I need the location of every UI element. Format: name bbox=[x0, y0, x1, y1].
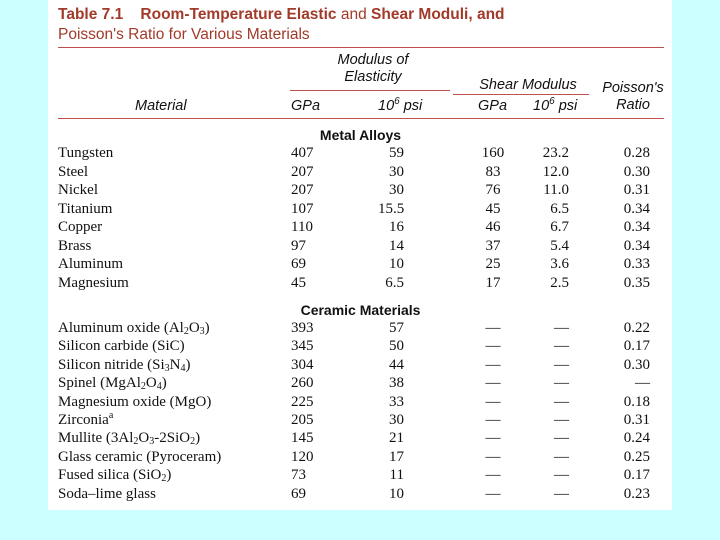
elastic-psi: 50 bbox=[389, 338, 404, 355]
elastic-gpa: 45 bbox=[291, 274, 306, 291]
shear-psi: 3.6 bbox=[550, 256, 569, 272]
material-name-name-c: -2SiO bbox=[154, 430, 191, 447]
modulus-line-2: Elasticity bbox=[344, 69, 402, 85]
elastic-psi: 15.5 bbox=[378, 200, 405, 217]
poisson-ratio: 0.17 bbox=[623, 467, 650, 484]
shear-gpa: — bbox=[485, 430, 501, 447]
shear-gpa: 45 bbox=[485, 200, 501, 217]
caption-line-1 bbox=[58, 5, 658, 25]
material-name bbox=[58, 356, 191, 374]
elastic-psi: 38 bbox=[389, 375, 404, 392]
table-row bbox=[48, 374, 672, 393]
poisson-header bbox=[598, 80, 668, 114]
elastic-gpa: 97 bbox=[291, 237, 306, 254]
elastic-psi: 30 bbox=[389, 412, 404, 428]
poisson-ratio: 0.34 bbox=[623, 219, 650, 235]
shear-gpa: — bbox=[485, 320, 501, 336]
table-row bbox=[48, 255, 672, 274]
shear-psi: 23.2 bbox=[542, 145, 569, 161]
material-name-name-b: O bbox=[188, 320, 200, 336]
elastic-psi: 30 bbox=[389, 163, 404, 180]
material-name-name-a: Magnesium oxide (MgO) bbox=[58, 393, 212, 410]
material-name-s1: 3 bbox=[164, 362, 170, 374]
poisson-ratio: 0.33 bbox=[623, 256, 650, 272]
poisson-ratio: 0.28 bbox=[623, 145, 650, 161]
table-row bbox=[48, 200, 672, 219]
table-row bbox=[48, 429, 672, 448]
material-name-name-a: Silicon carbide (SiC) bbox=[58, 338, 185, 355]
shear-psi: — bbox=[554, 356, 569, 373]
poisson-line-1: Poisson's bbox=[602, 80, 664, 96]
material-name: Nickel bbox=[58, 182, 98, 198]
elastic-psi: 59 bbox=[389, 145, 404, 161]
shear-psi: 11.0 bbox=[543, 182, 569, 198]
material-name: Magnesium bbox=[58, 274, 129, 291]
table-row bbox=[48, 337, 672, 356]
shear-gpa-header: GPa bbox=[478, 98, 508, 114]
table-row bbox=[48, 356, 672, 375]
material-name-name-b: ) bbox=[166, 467, 172, 484]
poisson-ratio: — bbox=[635, 375, 650, 392]
shear-psi-exp: 6 bbox=[549, 96, 555, 107]
material-name-name-b: N bbox=[169, 356, 181, 373]
material-name-name-c: ) bbox=[204, 320, 210, 336]
material-name-name-a: Silicon nitride (Si bbox=[58, 356, 165, 373]
material-name-name-c: ) bbox=[161, 375, 167, 392]
table-row bbox=[48, 181, 672, 200]
shear-psi: — bbox=[554, 393, 569, 410]
material-name-s2: 3 bbox=[149, 436, 155, 448]
table-row bbox=[48, 237, 672, 256]
poisson-ratio: 0.31 bbox=[623, 182, 650, 198]
shear-gpa: 83 bbox=[485, 163, 501, 180]
elastic-psi: 21 bbox=[389, 430, 404, 447]
caption-line-2: Poisson's Ratio for Various Materials bbox=[58, 26, 310, 43]
table-row bbox=[48, 218, 672, 237]
table-row bbox=[48, 448, 672, 467]
material-name-name-a: Zirconia bbox=[58, 412, 109, 428]
elastic-psi: 33 bbox=[389, 393, 404, 410]
material-name-s1: 2 bbox=[140, 381, 146, 393]
material-name-name-b: O bbox=[145, 375, 157, 392]
material-name-s2: 4 bbox=[180, 362, 186, 374]
material-name bbox=[58, 466, 171, 484]
material-name-name-c: ) bbox=[185, 356, 191, 373]
shear-gpa: 17 bbox=[485, 274, 501, 291]
material-name-s1: 2 bbox=[133, 436, 139, 448]
elastic-gpa: 407 bbox=[291, 145, 314, 161]
shear-psi: — bbox=[554, 412, 569, 428]
elastic-gpa: 205 bbox=[291, 412, 314, 428]
elastic-psi: 57 bbox=[389, 320, 404, 336]
shear-psi: 2.5 bbox=[550, 274, 569, 291]
table-page bbox=[48, 0, 672, 510]
shear-gpa: 76 bbox=[485, 182, 501, 198]
shear-psi: 6.7 bbox=[550, 219, 569, 235]
material-name-name-a: Glass ceramic (Pyroceram) bbox=[58, 448, 222, 465]
table-row bbox=[48, 466, 672, 485]
elastic-gpa: 260 bbox=[291, 375, 314, 392]
material-name bbox=[58, 448, 221, 466]
poisson-ratio: 0.23 bbox=[623, 485, 650, 502]
elastic-gpa: 207 bbox=[291, 182, 314, 198]
poisson-ratio: 0.30 bbox=[623, 356, 650, 373]
material-name bbox=[58, 411, 113, 429]
modulus-header bbox=[328, 52, 418, 86]
shear-gpa: — bbox=[485, 448, 501, 465]
title-and-2: and bbox=[476, 6, 505, 23]
gpa-header: GPa bbox=[291, 98, 321, 114]
elastic-gpa: 69 bbox=[291, 256, 306, 272]
shear-psi: 6.5 bbox=[550, 200, 569, 217]
elastic-gpa: 73 bbox=[291, 467, 306, 484]
section-ceramic-materials: Ceramic Materials bbox=[300, 302, 421, 318]
material-name-name-a: Mullite (3Al bbox=[58, 430, 134, 447]
material-name-name-a: Soda–lime glass bbox=[58, 485, 156, 502]
shear-psi-header bbox=[533, 98, 577, 115]
elastic-gpa: 225 bbox=[291, 393, 314, 410]
material-header: Material bbox=[135, 98, 187, 114]
material-name bbox=[58, 374, 167, 392]
psi-prefix: 10 bbox=[378, 98, 395, 114]
footnote-mark: a bbox=[108, 410, 114, 421]
shear-psi: — bbox=[554, 485, 569, 502]
shear-psi: 5.4 bbox=[550, 237, 569, 254]
elastic-gpa: 345 bbox=[291, 338, 314, 355]
table-row bbox=[48, 411, 672, 430]
table-label: Table 7.1 bbox=[58, 6, 124, 23]
poisson-ratio: 0.31 bbox=[623, 412, 650, 428]
shear-gpa: 37 bbox=[485, 237, 501, 254]
shear-gpa: 46 bbox=[485, 219, 501, 235]
elastic-psi: 14 bbox=[389, 237, 404, 254]
poisson-ratio: 0.24 bbox=[623, 430, 650, 447]
elastic-gpa: 120 bbox=[291, 448, 314, 465]
material-name-s1: 2 bbox=[183, 326, 189, 337]
table-row bbox=[48, 319, 672, 338]
shear-psi: — bbox=[554, 320, 569, 336]
title-and: and bbox=[340, 6, 367, 23]
poisson-ratio: 0.25 bbox=[623, 448, 650, 465]
elastic-psi: 6.5 bbox=[385, 274, 404, 291]
material-name bbox=[58, 319, 210, 337]
header-rule bbox=[58, 118, 664, 119]
modulus-line-1: Modulus of bbox=[337, 52, 409, 68]
table-row bbox=[48, 485, 672, 504]
poisson-ratio: 0.34 bbox=[623, 237, 650, 254]
material-name-s2: 3 bbox=[199, 326, 205, 337]
elastic-psi: 17 bbox=[389, 448, 404, 465]
material-name: Copper bbox=[58, 219, 103, 235]
section-metal-alloys: Metal Alloys bbox=[319, 127, 402, 143]
elastic-gpa: 110 bbox=[291, 219, 313, 235]
elastic-gpa: 107 bbox=[291, 200, 314, 217]
title-part-a: Room-Temperature Elastic bbox=[140, 6, 337, 23]
material-name-name-b: O bbox=[138, 430, 150, 447]
shear-gpa: — bbox=[485, 375, 501, 392]
elastic-psi: 10 bbox=[389, 485, 404, 502]
shear-header: Shear Modulus bbox=[479, 77, 577, 93]
material-name bbox=[58, 393, 211, 411]
table-row bbox=[48, 393, 672, 412]
elastic-psi: 30 bbox=[389, 182, 404, 198]
material-name-name-d: ) bbox=[195, 430, 201, 447]
shear-gpa: 160 bbox=[481, 145, 505, 161]
poisson-ratio: 0.17 bbox=[623, 338, 650, 355]
material-name: Tungsten bbox=[58, 145, 114, 161]
shear-psi-suffix: psi bbox=[558, 98, 578, 114]
table-caption bbox=[58, 5, 658, 45]
material-name: Steel bbox=[58, 163, 88, 180]
shear-psi: — bbox=[554, 448, 569, 465]
poisson-ratio: 0.35 bbox=[623, 274, 650, 291]
shear-gpa: — bbox=[485, 485, 501, 502]
material-name: Titanium bbox=[58, 200, 113, 217]
shear-psi: — bbox=[554, 467, 569, 484]
shear-psi: — bbox=[554, 430, 569, 447]
modulus-rule bbox=[290, 90, 450, 91]
material-name-s3: 2 bbox=[190, 436, 196, 448]
title-part-b: Shear Moduli, bbox=[371, 6, 473, 23]
elastic-gpa: 393 bbox=[291, 320, 314, 336]
poisson-ratio: 0.34 bbox=[623, 200, 650, 217]
material-name: Brass bbox=[58, 237, 92, 254]
shear-psi: — bbox=[554, 338, 569, 355]
top-rule bbox=[58, 47, 664, 48]
material-name bbox=[58, 337, 185, 355]
material-name-name-a: Fused silica (SiO bbox=[58, 467, 162, 484]
poisson-ratio: 0.18 bbox=[623, 393, 650, 410]
table-row bbox=[48, 163, 672, 182]
elastic-psi: 16 bbox=[389, 219, 404, 235]
poisson-line-2: Ratio bbox=[616, 97, 650, 113]
elastic-psi: 44 bbox=[389, 356, 404, 373]
psi-header bbox=[378, 98, 422, 115]
table-row bbox=[48, 274, 672, 293]
shear-psi: — bbox=[554, 375, 569, 392]
psi-suffix: psi bbox=[403, 98, 423, 114]
material-name bbox=[58, 485, 156, 503]
shear-gpa: 25 bbox=[485, 256, 501, 272]
shear-psi-prefix: 10 bbox=[533, 98, 550, 114]
elastic-gpa: 69 bbox=[291, 485, 306, 502]
material-name-s1: 2 bbox=[161, 473, 167, 485]
elastic-gpa: 304 bbox=[291, 356, 314, 373]
material-name-s2: 4 bbox=[156, 381, 162, 393]
elastic-psi: 11 bbox=[389, 467, 404, 484]
shear-gpa: — bbox=[485, 467, 501, 484]
shear-gpa: — bbox=[485, 356, 501, 373]
table-row bbox=[48, 144, 672, 163]
elastic-gpa: 145 bbox=[291, 430, 314, 447]
shear-rule bbox=[453, 94, 589, 95]
elastic-psi: 10 bbox=[389, 256, 404, 272]
material-name-name-a: Aluminum oxide (Al bbox=[58, 320, 184, 336]
poisson-ratio: 0.30 bbox=[623, 163, 650, 180]
poisson-ratio: 0.22 bbox=[623, 320, 650, 336]
elastic-gpa: 207 bbox=[291, 163, 314, 180]
shear-gpa: — bbox=[485, 393, 501, 410]
psi-exp: 6 bbox=[394, 96, 400, 107]
material-name: Aluminum bbox=[58, 256, 124, 272]
shear-gpa: — bbox=[485, 412, 501, 428]
shear-psi: 12.0 bbox=[542, 163, 569, 180]
material-name bbox=[58, 429, 200, 447]
material-name-name-a: Spinel (MgAl bbox=[58, 375, 141, 392]
shear-gpa: — bbox=[485, 338, 501, 355]
